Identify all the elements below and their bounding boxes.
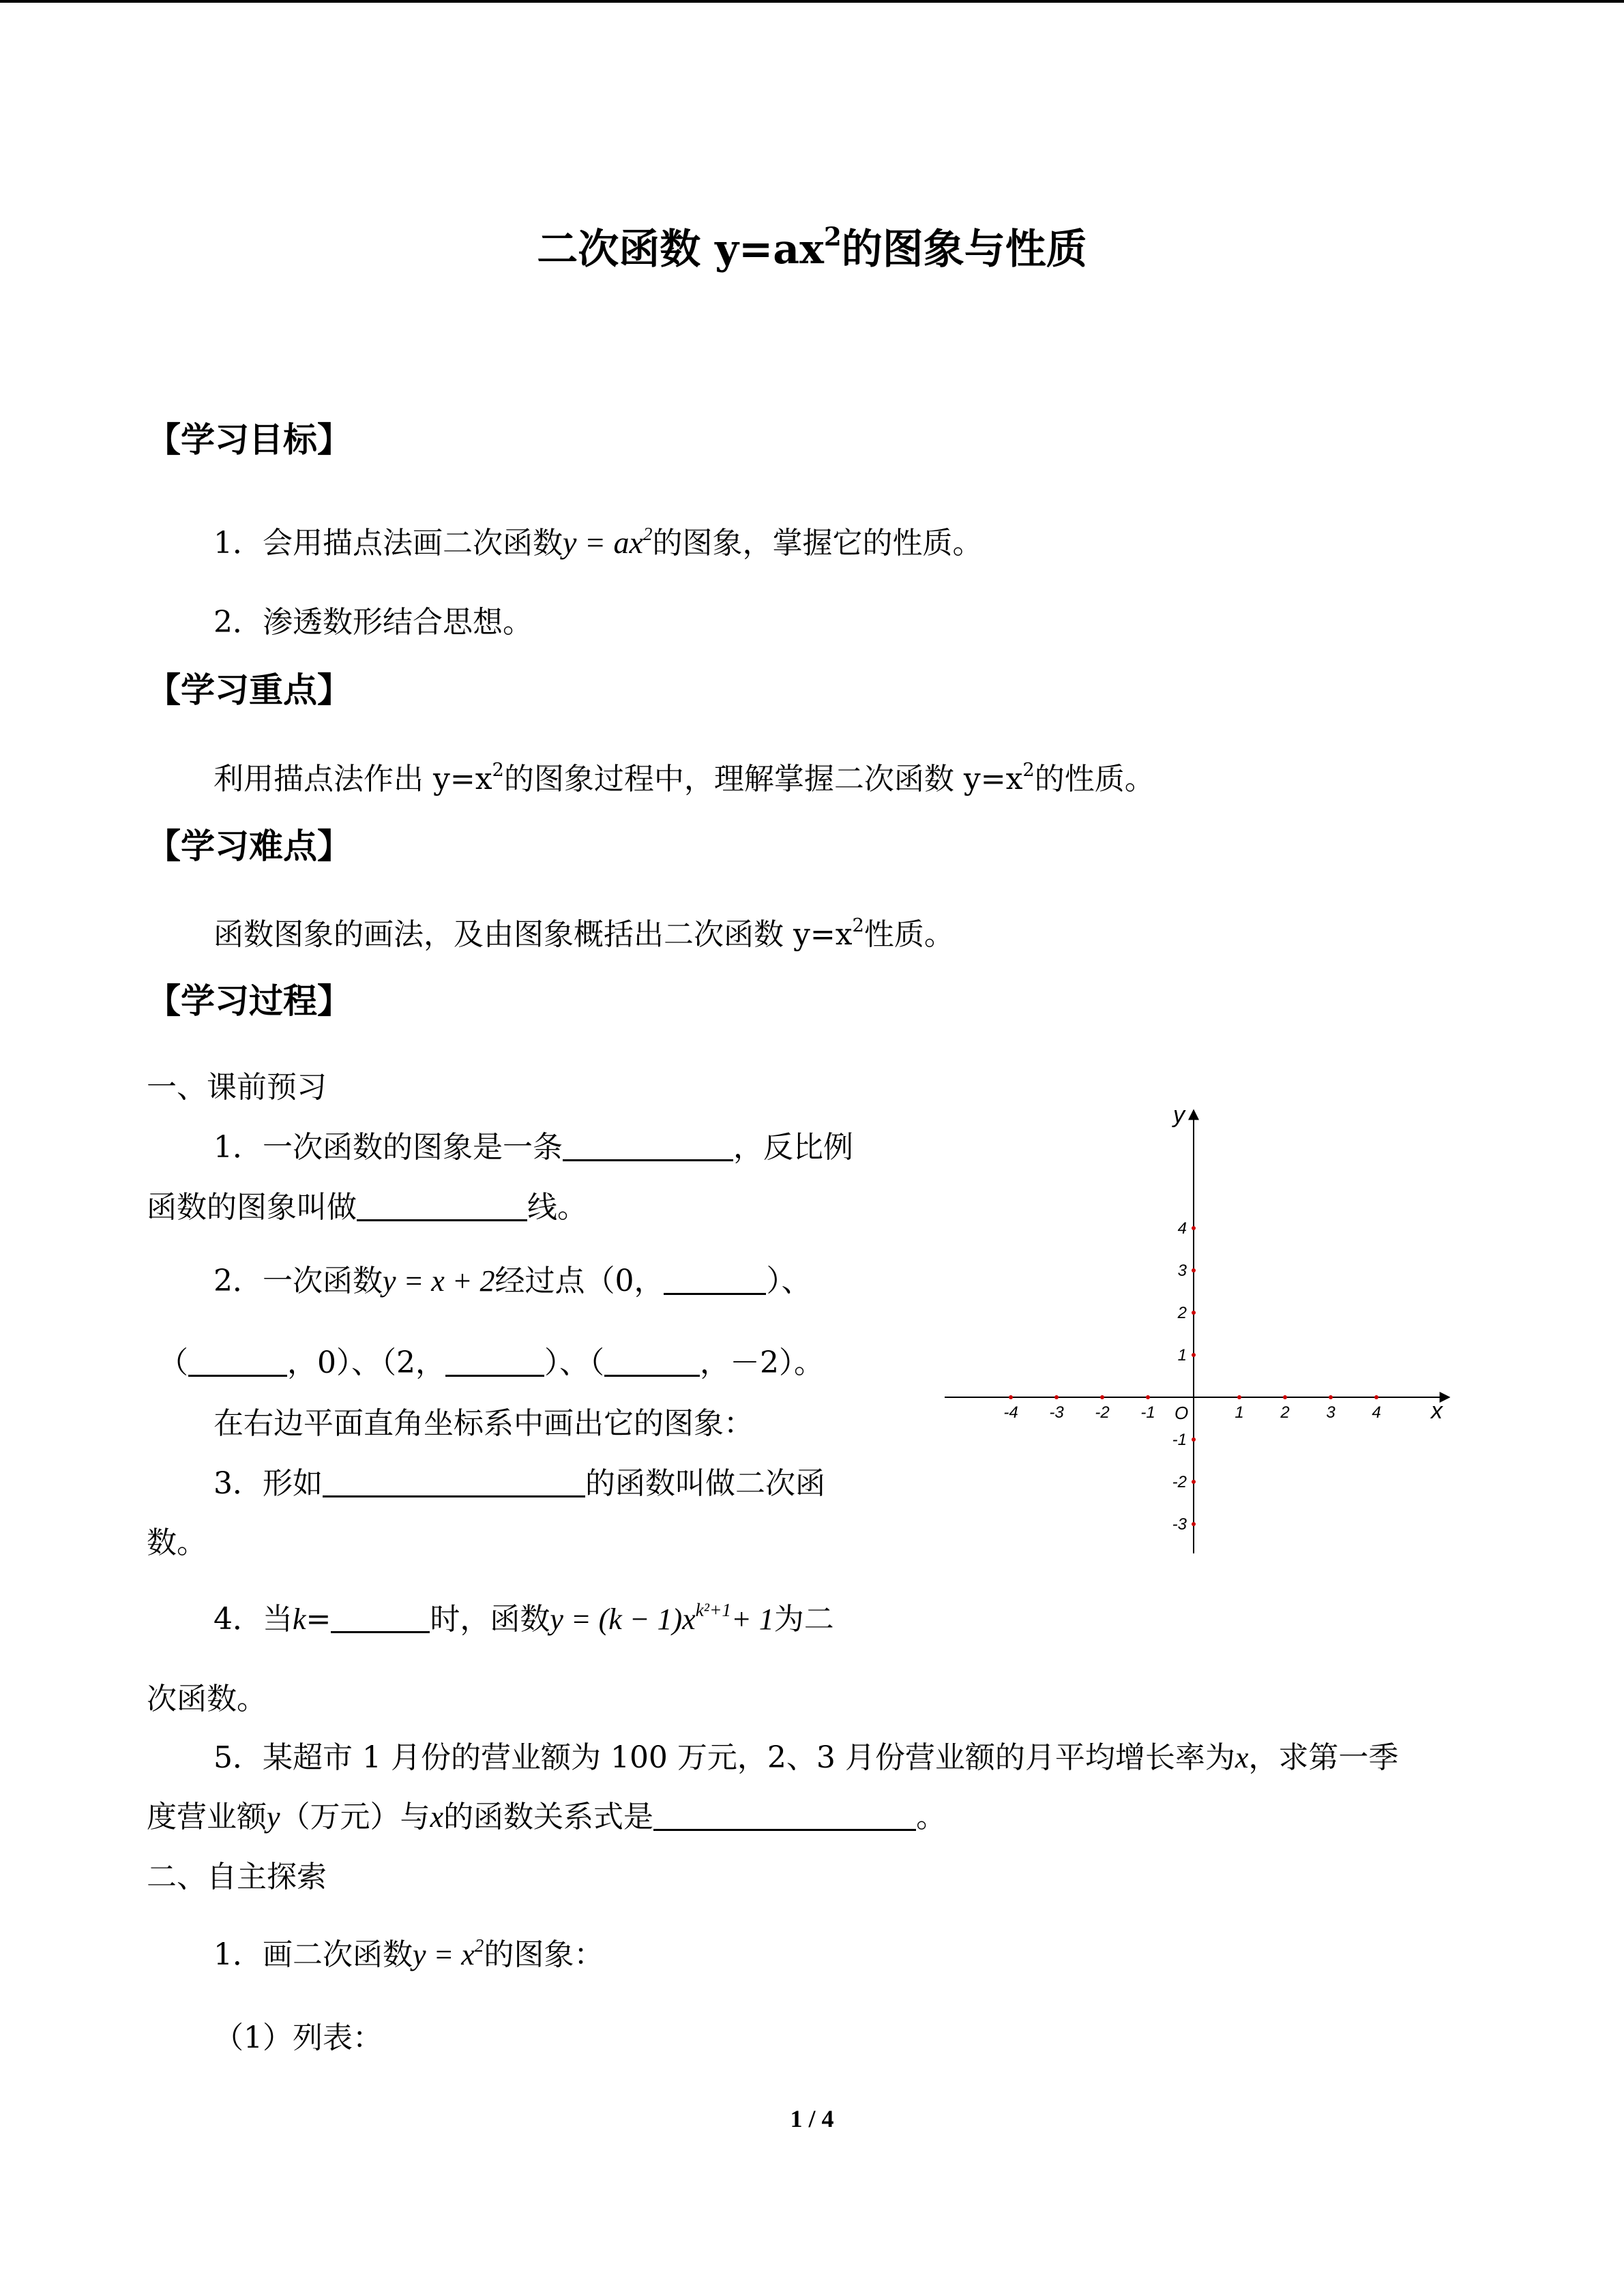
- x-tick-label: -1: [1140, 1403, 1155, 1422]
- coordinate-plane: [941, 1098, 1460, 1562]
- section-heading-difficulty: 【学习难点】: [147, 826, 351, 866]
- x-axis-label: x: [1431, 1398, 1443, 1424]
- answer-blank[interactable]: [445, 1346, 544, 1377]
- preview-q4-line1: 4．当k= 时，函数$y = (k - 1)x^{k^2+1}+ 1$为二: [213, 1599, 834, 1637]
- answer-blank[interactable]: [188, 1346, 287, 1377]
- y-tick-label: -1: [1172, 1431, 1187, 1449]
- explore-q1: 1．画二次函数$y = x^2$的图象：: [213, 1935, 604, 1972]
- x-tick-mark: [1100, 1395, 1104, 1399]
- y-tick-label: 2: [1177, 1304, 1187, 1322]
- y-tick-mark: [1192, 1268, 1196, 1272]
- goal-item-2: 2．渗透数形结合思想。: [213, 605, 533, 640]
- y-tick-label: -3: [1172, 1515, 1187, 1534]
- goal-item-1: 1．会用描点法画二次函数$y = ax^2$的图象，掌握它的性质。: [213, 523, 983, 561]
- x-tick-label: -3: [1049, 1403, 1064, 1422]
- explore-step1: （1）列表：: [213, 2021, 383, 2055]
- x-tick-label: -4: [1003, 1403, 1018, 1422]
- origin-label: O: [1175, 1403, 1189, 1423]
- y-tick-mark: [1192, 1226, 1196, 1230]
- top-border: [0, 0, 1624, 3]
- preview-q1-line1: 1．一次函数的图象是一条 ，反比例: [213, 1130, 853, 1165]
- y-tick-label: 1: [1177, 1346, 1187, 1365]
- y-tick-mark: [1192, 1480, 1196, 1484]
- x-tick-label: 1: [1235, 1403, 1244, 1422]
- x-tick-mark: [1329, 1395, 1333, 1399]
- preview-q5-line1: 5．某超市 1 月份的营业额为 100 万元，2、3 月份营业额的月平均增长率为x，求第一季: [213, 1740, 1399, 1775]
- x-tick-mark: [1146, 1395, 1150, 1399]
- answer-blank[interactable]: [604, 1346, 700, 1377]
- x-tick-mark: [1237, 1395, 1241, 1399]
- y-tick-mark: [1192, 1311, 1196, 1315]
- part1-heading: 一、课前预习: [147, 1070, 327, 1105]
- page-number: 1 / 4: [790, 2105, 834, 2132]
- y-tick-label: 4: [1177, 1219, 1187, 1238]
- page-title: 二次函数 $y=ax^2$的图象与性质: [537, 221, 1087, 273]
- y-tick-mark: [1192, 1522, 1196, 1526]
- x-tick-label: -2: [1095, 1403, 1110, 1422]
- section-heading-goals: 【学习目标】: [147, 420, 351, 460]
- key-point-text: 利用描点法作出 $y=x^2$的图象过程中，理解掌握二次函数 $y=x^2$的性质。: [213, 759, 1155, 796]
- preview-q1-line2: 函数的图象叫做 线。: [147, 1190, 587, 1225]
- answer-blank[interactable]: [664, 1264, 766, 1295]
- x-tick-mark: [1374, 1395, 1378, 1399]
- section-heading-key: 【学习重点】: [147, 670, 351, 710]
- y-tick-label: -2: [1172, 1473, 1187, 1491]
- x-tick-mark: [1283, 1395, 1287, 1399]
- y-axis-label: y: [1173, 1102, 1185, 1128]
- x-tick-mark: [1009, 1395, 1013, 1399]
- x-tick-label: 2: [1280, 1403, 1290, 1422]
- y-tick-label: 3: [1177, 1262, 1187, 1280]
- answer-blank[interactable]: [331, 1602, 430, 1633]
- x-tick-label: 4: [1372, 1403, 1381, 1422]
- difficulty-text: 函数图象的画法，及由图象概括出二次函数 $y=x^2$性质。: [213, 914, 954, 952]
- answer-blank[interactable]: [357, 1191, 527, 1221]
- preview-q2-note: 在右边平面直角坐标系中画出它的图象：: [213, 1406, 754, 1441]
- x-tick-mark: [1054, 1395, 1059, 1399]
- preview-q2-line1: 2．一次函数y = x + 2经过点（0， ）、: [213, 1264, 812, 1298]
- preview-q2-line2: （ ，0）、（2， ）、（ ，－2）。: [158, 1345, 824, 1380]
- preview-q3-line1: 3．形如 的函数叫做二次函: [213, 1466, 825, 1501]
- preview-q4-line2: 次函数。: [147, 1682, 267, 1716]
- section-heading-process: 【学习过程】: [147, 981, 351, 1021]
- y-tick-mark: [1192, 1437, 1196, 1442]
- answer-blank[interactable]: [323, 1467, 585, 1497]
- answer-blank[interactable]: [563, 1131, 733, 1161]
- part2-heading: 二、自主探索: [147, 1860, 327, 1894]
- x-tick-label: 3: [1326, 1403, 1335, 1422]
- y-tick-mark: [1192, 1353, 1196, 1357]
- preview-q3-line2: 数。: [147, 1525, 207, 1560]
- preview-q5-line2: 度营业额y（万元）与x的函数关系式是 。: [147, 1800, 947, 1834]
- answer-blank[interactable]: [653, 1800, 916, 1831]
